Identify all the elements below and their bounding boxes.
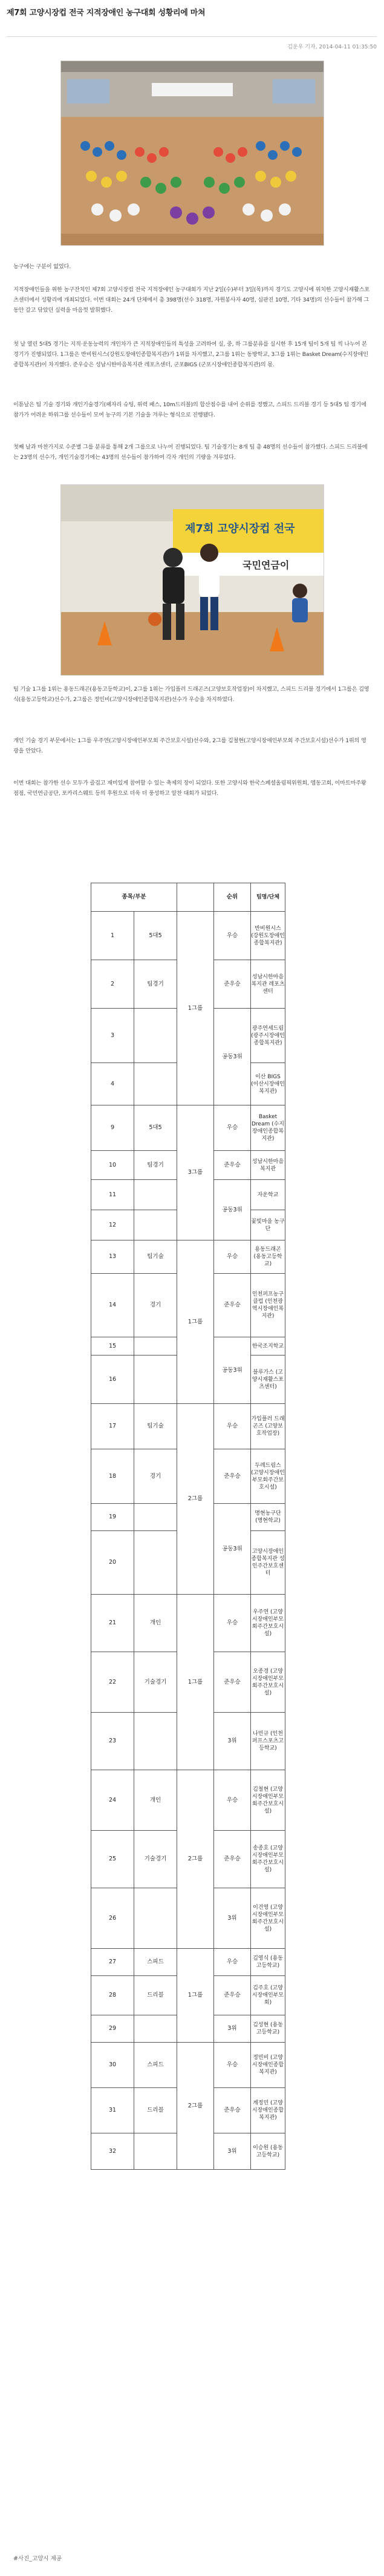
banner-text-line2: 국민연금이 (242, 559, 290, 571)
row-event (134, 1337, 177, 1356)
row-division: 1그룹 (177, 912, 214, 1105)
row-number: 17 (91, 1404, 134, 1449)
row-event: 팀기술 (134, 1404, 177, 1449)
table-row (91, 1595, 285, 1652)
row-event: 개인 (134, 1770, 177, 1831)
row-number: 2 (91, 960, 134, 1009)
paragraph-3: 첫 날 열린 5대5 경기는 지적·운동능력의 개인차가 큰 지적장애인들의 특성을 고려하여 실, 중, 하 그룹분류를 실시한 후 15개 팀이 5개 팀 씩 나누어 본경기가 진행되었다. 1그룹은 반비원시스(강원도장애인종합복지관)가 1위를 차지했고, 2그룹 1위는 동방학교, 3그룹 1위는 Basket Dream(수지장애인종합복지관)이 차지했다. 준우승은 성남시한마음복지관 레포츠센터, 군포BIGS (군포시장애인종합복지관)의 몫. (13, 341, 368, 368)
paragraph-5: 첫째 날과 마찬가지로 수준별 그룹 분류를 통해 2개 그룹으로 나누어 진행되었다. 팀 기술경기는 8개 팀 총 48명의 선수들이 참가했다. 스피드 드리블에는 23명의 선수가, 개인기술경기에는 43명의 선수들이 참가하여 각자 개인의 기량을 겨루었다. (13, 444, 368, 461)
paragraph-8: 이번 대회는 참가한 선수 모두가 즐겁고 재미있게 참여할 수 있는 축제의 장이 되었다. 또한 고양시와 한국스페셜올림픽위원회, 엠동고회, 이마트마주왕점점, 국민연금공단, 포카리스웨트 등의 후원으로 더욱 더 풍성하고 알찬 대회가 되었다. (13, 780, 366, 797)
row-rank: 3위 (214, 1713, 251, 1770)
row-team-name: 송종호 (고양시장애인부모회주간보호시설) (251, 1831, 285, 1888)
row-number: 25 (91, 1831, 134, 1888)
row-team-name: 우주연 (고양시장애인부모회주간보호시설) (251, 1595, 285, 1652)
row-number: 24 (91, 1770, 134, 1831)
row-number: 12 (91, 1210, 134, 1240)
row-team-name: 성남시한마음복지관 레포츠센터 (251, 960, 285, 1009)
row-number: 27 (91, 1949, 134, 1976)
row-division: 2그룹 (177, 1404, 214, 1595)
article-title: 제7회 고양시장컵 전국 지적장애인 농구대회 성황리에 마쳐 (7, 8, 206, 18)
row-rank: 공동3위 (214, 1504, 251, 1595)
row-division: 1그룹 (177, 1240, 214, 1404)
row-team-name: 자운학교 (251, 1180, 285, 1210)
row-event: 경기 (134, 1449, 177, 1504)
row-event (134, 1356, 177, 1404)
header-event-division: 종목/부분 (91, 883, 177, 912)
row-team-name: 고양시장애인종합복지관 성인주간보호센터 (251, 1531, 285, 1595)
row-rank: 우승 (214, 1240, 251, 1274)
row-rank: 공동3위 (214, 1009, 251, 1105)
row-number: 1 (91, 912, 134, 960)
row-team-name: 가입플러 드래곤즈 (고양보호작업장) (251, 1404, 285, 1449)
row-number: 4 (91, 1063, 134, 1105)
article-byline: 김운우 기자, 2014-04-11 01:35:50 (287, 44, 377, 50)
row-team-name: 김주호 (고양시장애인부모회) (251, 1976, 285, 2015)
row-event: 개인 (134, 1595, 177, 1652)
row-event: 팀경기 (134, 1151, 177, 1180)
row-team-name: 인천퍼프농구클럽 (인천광역시장애인복지관) (251, 1274, 285, 1337)
row-rank: 우승 (214, 2043, 251, 2088)
row-number: 28 (91, 1976, 134, 2015)
table-header-row (91, 883, 285, 912)
row-event (134, 1210, 177, 1240)
row-event: 팀경기 (134, 960, 177, 1009)
row-event (134, 1713, 177, 1770)
row-team-name: 정민비 (고양시장애인종합복지관) (251, 2043, 285, 2088)
row-team-name: 김철현 (고양시장애인부모회주간보호시설) (251, 1770, 285, 1831)
row-number: 19 (91, 1504, 134, 1531)
row-event: 스피드 (134, 1949, 177, 1976)
row-rank: 3위 (214, 1888, 251, 1949)
row-team-name: 블루가스 (고양시재활스포츠센터) (251, 1356, 285, 1404)
row-event (134, 1888, 177, 1949)
table-row (91, 1404, 285, 1449)
row-division: 1그룹 (177, 1595, 214, 1770)
row-number: 10 (91, 1151, 134, 1180)
table-row (91, 1949, 285, 1976)
row-event: 스피드 (134, 2043, 177, 2088)
row-team-name: 김성현 (용동고등학교) (251, 2015, 285, 2043)
row-number: 9 (91, 1105, 134, 1151)
header-blank (177, 883, 214, 912)
row-team-name: 이산 BIGS (이산시장애인복지관) (251, 1063, 285, 1105)
row-number: 29 (91, 2015, 134, 2043)
row-team-name: 김영식 (용동고등학교) (251, 1949, 285, 1976)
header-rank: 순위 (214, 883, 251, 912)
row-team-name: 이승원 (용동고등학교) (251, 2133, 285, 2170)
row-event: 드리블 (134, 2088, 177, 2133)
dribble-photo-image (61, 485, 324, 675)
row-number: 31 (91, 2088, 134, 2133)
row-rank: 준우승 (214, 2088, 251, 2133)
row-number: 20 (91, 1531, 134, 1595)
row-number: 15 (91, 1337, 134, 1356)
row-event: 팀기술 (134, 1240, 177, 1274)
table-row (91, 2043, 285, 2088)
row-team-name: 오종경 (고양시장애인부모회주간보호시설) (251, 1652, 285, 1713)
row-team-name: Basket Dream (수지장애인종합복지관) (251, 1105, 285, 1151)
row-rank: 우승 (214, 1770, 251, 1831)
row-division: 3그룹 (177, 1105, 214, 1240)
row-rank: 준우승 (214, 1151, 251, 1180)
row-rank: 우승 (214, 1949, 251, 1976)
row-number: 21 (91, 1595, 134, 1652)
row-division: 1그룹 (177, 1949, 214, 2043)
table-row (91, 912, 285, 960)
row-team-name: 꽃빛마을 농구단 (251, 1210, 285, 1240)
row-event: 5대5 (134, 1105, 177, 1151)
row-rank: 우승 (214, 912, 251, 960)
row-event (134, 1180, 177, 1210)
row-number: 11 (91, 1180, 134, 1210)
row-rank: 준우승 (214, 1449, 251, 1504)
row-rank: 준우승 (214, 1652, 251, 1713)
row-event: 드리블 (134, 1976, 177, 2015)
row-number: 30 (91, 2043, 134, 2088)
table-row (91, 1770, 285, 1831)
paragraph-7: 개인 기술 경기 부문에서는 1그룹 우주연(고양시장애인부모회 주간보호시설)선수와, 2그룹 김철현(고양시장애인부모회 주간보호시설)선수가 1위의 영광을 안았다. (13, 737, 366, 754)
row-rank: 준우승 (214, 960, 251, 1009)
photo-opening-ceremony (60, 61, 324, 246)
row-event: 기술경기 (134, 1831, 177, 1888)
row-event (134, 1531, 177, 1595)
paragraph-1: 농구에는 구분이 없었다. (13, 263, 71, 270)
row-rank: 공동3위 (214, 1337, 251, 1404)
row-team-name: 용동드래곤 (용동고등학교) (251, 1240, 285, 1274)
row-rank: 공동3위 (214, 1180, 251, 1240)
paragraph-2: 지적장애인들을 위한 농구잔치인 제7회 고양시장컵 전국 지적장애인 농구대회가 지난 2일(수)부터 3일(목)까지 경기도 고양시에 위치한 고양시재활스포츠센터에서 성황리에 개최되었다. 이번 대회는 24개 단체에서 총 398명(선수 318명, 자원봉사자 40명, 심판진 10명, 기타 34명)의 선수들이 참가해 그동안 갈고 닦았던 실력을 마음껏 발휘했다. (13, 286, 370, 314)
row-rank: 3위 (214, 2015, 251, 2043)
photo-credit-caption: #사진_고양시 제공 (13, 2555, 62, 2562)
photo-dribble-event (60, 484, 324, 676)
row-team-name: 나민규 (인천퍼프스포츠고등학교) (251, 1713, 285, 1770)
table-row (91, 1105, 285, 1151)
row-team-name: 성남시한마음복지관 (251, 1151, 285, 1180)
row-division: 2그룹 (177, 1770, 214, 1949)
row-event (134, 1009, 177, 1063)
row-event (134, 1504, 177, 1531)
row-number: 16 (91, 1356, 134, 1404)
row-number: 13 (91, 1240, 134, 1274)
row-team-name: 계정민 (고양시장애인종합복지관) (251, 2088, 285, 2133)
row-rank: 준우승 (214, 1831, 251, 1888)
ceremony-photo-image (61, 61, 324, 245)
row-team-name: 한국조지학교 (251, 1337, 285, 1356)
paragraph-6: 팀 기술 1그룹 1위는 용동드래곤(용동고등학교)이, 2그룹 1위는 가입플러 드래곤즈(고양보호작업장)이 차지했고, 스피드 드리블 경기에서 1그룹은 김영식(용동고등학교)선수가, 2그룹은 정민비(고양시장애인종합복지관)선수가 우승을 차지하였다. (13, 686, 369, 703)
row-number: 26 (91, 1888, 134, 1949)
paragraph-4: 이튿날은 팀 기술 경기와 개인기술경기(패자리 슈팅, 위력 패스, 10m드리블)의 합산점수를 내어 순위를 정했고, 스피드 드리블 경기 등 5대5 팀 경기에 참가가 어려운 하위그룹 선수들이 모여 농구의 기본 기술을 겨루는 형식으로 진행됐다. (13, 401, 366, 418)
row-number: 32 (91, 2133, 134, 2170)
row-number: 18 (91, 1449, 134, 1504)
title-divider (7, 36, 377, 37)
row-event (134, 1063, 177, 1105)
row-division: 2그룹 (177, 2043, 214, 2170)
row-number: 14 (91, 1274, 134, 1337)
table-row (91, 1240, 285, 1274)
row-team-name: 이건영 (고양시장애인부모회주간보호시설) (251, 1888, 285, 1949)
header-team-name: 팀명/단체 (251, 883, 285, 912)
row-team-name: 광주연세드림 (광주시장애인종합복지관) (251, 1009, 285, 1063)
row-event (134, 2015, 177, 2043)
row-rank: 3위 (214, 2133, 251, 2170)
row-number: 3 (91, 1009, 134, 1063)
row-rank: 우승 (214, 1105, 251, 1151)
row-number: 22 (91, 1652, 134, 1713)
row-team-name: 명현농구단 (명현학교) (251, 1504, 285, 1531)
row-rank: 우승 (214, 1595, 251, 1652)
banner-text-line1: 제7회 고양시장컵 전국 (185, 522, 295, 535)
row-rank: 준우승 (214, 1976, 251, 2015)
row-event: 5대5 (134, 912, 177, 960)
row-number: 23 (91, 1713, 134, 1770)
results-table (91, 883, 285, 2170)
row-rank: 준우승 (214, 1274, 251, 1337)
row-team-name: 두레드림스 (고양시장애인부모회주간보호시설) (251, 1449, 285, 1504)
row-event: 기술경기 (134, 1652, 177, 1713)
row-rank: 우승 (214, 1404, 251, 1449)
row-event: 경기 (134, 1274, 177, 1337)
row-team-name: 반비원시스 (강원도장애인종합복지관) (251, 912, 285, 960)
row-event (134, 2133, 177, 2170)
